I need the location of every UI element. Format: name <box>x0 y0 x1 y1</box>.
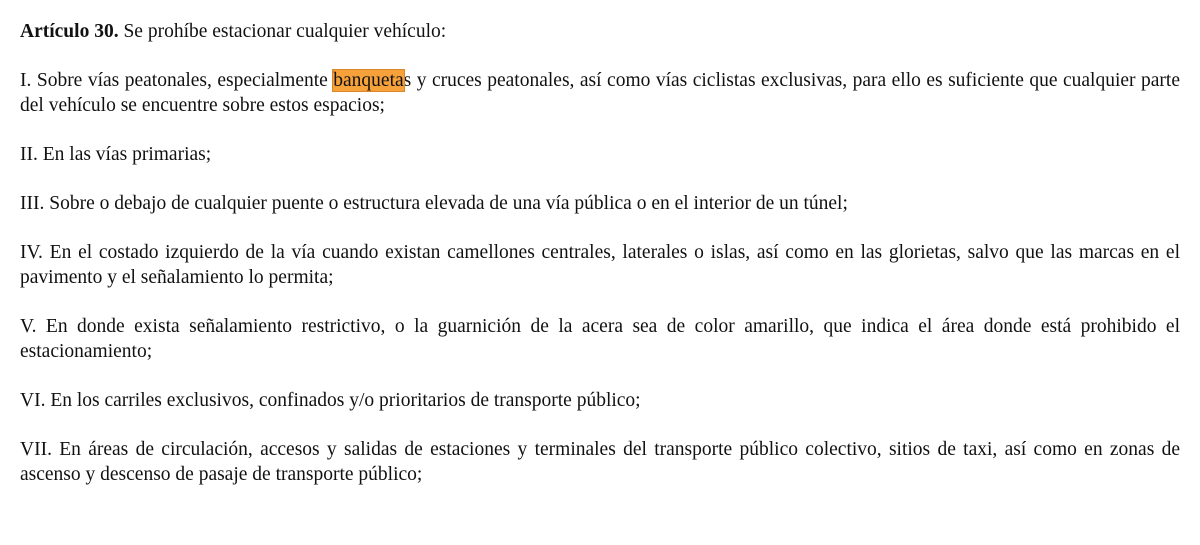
clause-iv: IV. En el costado izquierdo de la vía cuando existan camellones centrales, laterales o islas, así como en las glorietas, salvo que las marcas en el pavimento y el señalamiento lo permita; <box>20 242 1180 288</box>
clause-iii: III. Sobre o debajo de cualquier puente o estructura elevada de una vía pública o en el interior de un túnel; <box>20 193 848 214</box>
document-body <box>20 19 1180 511</box>
clause-ii: II. En las vías primarias; <box>20 144 212 165</box>
clause-vi: VI. En los carriles exclusivos, confinados y/o prioritarios de transporte público; <box>20 390 641 411</box>
clause-i-text-start: I. Sobre vías peatonales, especialmente <box>20 70 334 91</box>
clause-vii: VII. En áreas de circulación, accesos y salidas de estaciones y terminales del transporte público colectivo, sitios de taxi, así como en zonas de ascenso y descenso de pasaje de transporte público; <box>20 439 1180 485</box>
clause-i-text-end: s y cruces peatonales, así como vías ciclistas exclusivas, para ello es suficiente que cualquier parte del vehículo se encuentre sobre estos espacios; <box>20 70 1180 116</box>
clause-v: V. En donde exista señalamiento restrictivo, o la guarnición de la acera sea de color amarillo, que indica el área donde está prohibido el estacionamiento; <box>20 316 1180 362</box>
article-heading <box>20 19 1180 44</box>
clause-i <box>20 68 1180 118</box>
article-intro: Se prohíbe estacionar cualquier vehículo: <box>118 21 447 42</box>
article-number: Artículo 30. <box>20 21 119 42</box>
search-highlight[interactable]: banqueta <box>333 70 404 91</box>
